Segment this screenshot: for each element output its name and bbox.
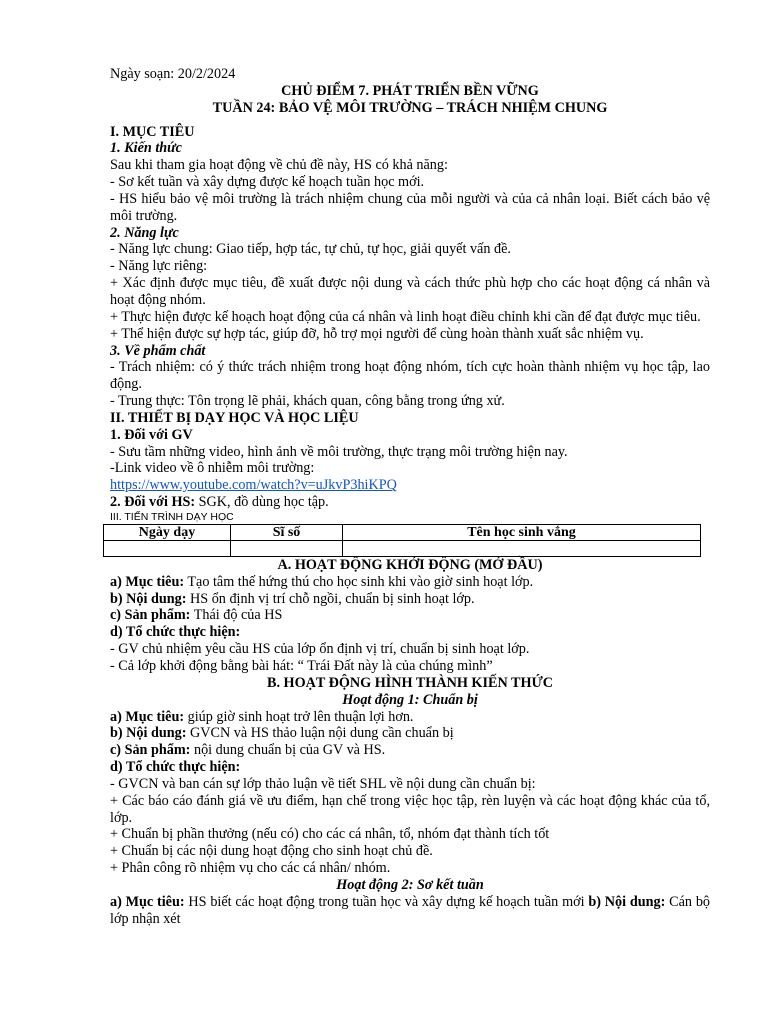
- knowledge-heading: 1. Kiến thức: [110, 140, 182, 157]
- teacher-materials-heading: 1. Đối với GV: [110, 426, 193, 443]
- product-label: c) Sản phẩm:: [110, 742, 191, 759]
- table-row: [104, 540, 701, 556]
- content-label: b) Nội dung:: [110, 590, 187, 607]
- knowledge-intro: Sau khi tham gia hoạt động về chủ đề này, HS có khả năng:: [110, 157, 448, 174]
- competence-item: + Thực hiện được kế hoạch hoạt động của cá nhân và linh hoạt điều chỉnh khi cần để đạt được mục tiêu.: [110, 308, 701, 325]
- goal-text: HS biết các hoạt động trong tuần học và xây dựng kế hoạch tuần mới: [184, 893, 589, 910]
- goal-label: a) Mục tiêu:: [110, 708, 185, 725]
- product-text: Thái độ của HS: [190, 607, 283, 624]
- section-a-heading: A. HOẠT ĐỘNG KHỞI ĐỘNG (MỞ ĐẦU): [277, 556, 543, 573]
- goal-text: Tạo tâm thế hứng thú cho học sinh khi vào giờ sinh hoạt lớp.: [184, 573, 534, 590]
- goal-text: giúp giờ sinh hoạt trở lên thuận lợi hơn.: [184, 708, 414, 725]
- knowledge-item: - HS hiểu bảo vệ môi trường là trách nhiệm chung của mỗi người và của cả nhân loại. Biết cách bảo vệ môi trường.: [110, 190, 710, 224]
- content-label: b) Nội dung:: [588, 893, 666, 910]
- section-a-goal: [110, 574, 710, 591]
- table-cell-class-size: [231, 540, 343, 556]
- competence-item: - Năng lực chung: Giao tiếp, hợp tác, tự chủ, tự học, giải quyết vấn đề.: [110, 241, 511, 258]
- teacher-material-item: - Sưu tầm những video, hình ảnh về môi trường, thực trạng môi trường hiện nay.: [110, 443, 568, 460]
- activity-1-content: [110, 725, 710, 742]
- content-label: b) Nội dung:: [110, 725, 187, 742]
- activity-1-org-item: + Chuẩn bị phần thưởng (nếu có) cho các cá nhân, tổ, nhóm đạt thành tích tốt: [110, 826, 550, 843]
- goal-label: a) Mục tiêu:: [110, 893, 185, 910]
- activity-1-org-item: + Phân công rõ nhiệm vụ cho các cá nhân/ nhóm.: [110, 860, 391, 877]
- activity-1-org-item: + Các báo cáo đánh giá về ưu điểm, hạn chế trong việc học tập, rèn luyện và các hoạt động khác của tổ, lớp.: [110, 792, 710, 826]
- section-equipment-heading: II. THIẾT BỊ DẠY HỌC VÀ HỌC LIỆU: [110, 409, 359, 426]
- section-a-product: [110, 607, 710, 624]
- goal-label: a) Mục tiêu:: [110, 573, 185, 590]
- activity-1-heading: Hoạt động 1: Chuẩn bị: [342, 691, 478, 708]
- competence-heading: 2. Năng lực: [110, 224, 179, 241]
- col-header-absent-students: Tên học sinh vắng: [343, 524, 701, 540]
- activity-1-product: [110, 742, 710, 759]
- product-text: nội dung chuẩn bị của GV và HS.: [190, 742, 386, 759]
- activity-1-goal: [110, 709, 710, 726]
- competence-item: + Thể hiện được sự hợp tác, giúp đỡ, hỗ trợ mọi người để cùng hoàn thành xuất sắc nhiệm vụ.: [110, 325, 644, 342]
- section-objectives-heading: I. MỤC TIÊU: [110, 123, 195, 140]
- attendance-header-row: [104, 524, 701, 540]
- doc-title-theme: CHỦ ĐIỂM 7. PHÁT TRIỂN BỀN VỮNG: [281, 82, 539, 99]
- knowledge-item: - Sơ kết tuần và xây dựng được kế hoạch tuần học mới.: [110, 174, 425, 191]
- activity-2-goal-content: [110, 894, 710, 928]
- activity-2-heading: Hoạt động 2: Sơ kết tuần: [336, 876, 484, 893]
- date-line: Ngày soạn: 20/2/2024: [110, 66, 236, 82]
- section-a-content: [110, 591, 710, 608]
- product-label: c) Sản phẩm:: [110, 607, 191, 624]
- document-page: [110, 66, 710, 928]
- student-materials-text: SGK, đồ dùng học tập.: [195, 494, 329, 511]
- table-cell-absent-students: [343, 540, 701, 556]
- content-text: HS ổn định vị trí chỗ ngồi, chuẩn bị sinh hoạt lớp.: [186, 590, 475, 607]
- table-cell-date: [104, 540, 231, 556]
- student-materials-line: [110, 494, 710, 511]
- quality-heading: 3. Về phẩm chất: [110, 342, 206, 359]
- youtube-video-link[interactable]: https://www.youtube.com/watch?v=uJkvP3hiKPQ: [110, 477, 397, 494]
- activity-1-org-item: - GVCN và ban cán sự lớp thảo luận về tiết SHL về nội dung cần chuẩn bị:: [110, 775, 536, 792]
- section-a-org-label: d) Tổ chức thực hiện:: [110, 624, 241, 641]
- col-header-class-size: Sĩ số: [231, 524, 343, 540]
- section-a-org-item: - GV chủ nhiệm yêu cầu HS của lớp ổn định vị trí, chuẩn bị sinh hoạt lớp.: [110, 641, 530, 658]
- activity-1-org-item: + Chuẩn bị các nội dung hoạt động cho sinh hoạt chủ đề.: [110, 843, 433, 860]
- section-process-heading: III. TIẾN TRÌNH DẠY HỌC: [110, 510, 234, 523]
- attendance-table: [103, 524, 701, 557]
- competence-item: - Năng lực riêng:: [110, 258, 208, 275]
- section-a-org-item: - Cả lớp khởi động bằng bài hát: “ Trái Đất này là của chúng mình”: [110, 658, 493, 674]
- quality-item: - Trung thực: Tôn trọng lẽ phải, khách quan, công bằng trong ứng xử.: [110, 393, 505, 410]
- student-materials-label: 2. Đối với HS:: [110, 494, 196, 511]
- content-text: Cán bộ lớp nhận xét: [110, 893, 711, 927]
- section-b-heading: B. HOẠT ĐỘNG HÌNH THÀNH KIẾN THỨC: [266, 674, 554, 691]
- col-header-date: Ngày dạy: [104, 524, 231, 540]
- teacher-material-item: -Link video về ô nhiễm môi trường:: [110, 460, 315, 477]
- doc-title-week: TUẦN 24: BẢO VỆ MÔI TRƯỜNG – TRÁCH NHIỆM CHUNG: [212, 99, 608, 116]
- competence-item: + Xác định được mục tiêu, đề xuất được nội dung và cách thức phù hợp cho các hoạt động cá nhân và hoạt động nhóm.: [110, 275, 710, 308]
- quality-item: - Trách nhiệm: có ý thức trách nhiệm trong hoạt động nhóm, tích cực hoàn thành nhiệm vụ học tập, lao động.: [110, 359, 710, 393]
- content-text: GVCN và HS thảo luận nội dung cần chuẩn bị: [186, 725, 454, 742]
- activity-1-org-label: d) Tổ chức thực hiện:: [110, 759, 241, 776]
